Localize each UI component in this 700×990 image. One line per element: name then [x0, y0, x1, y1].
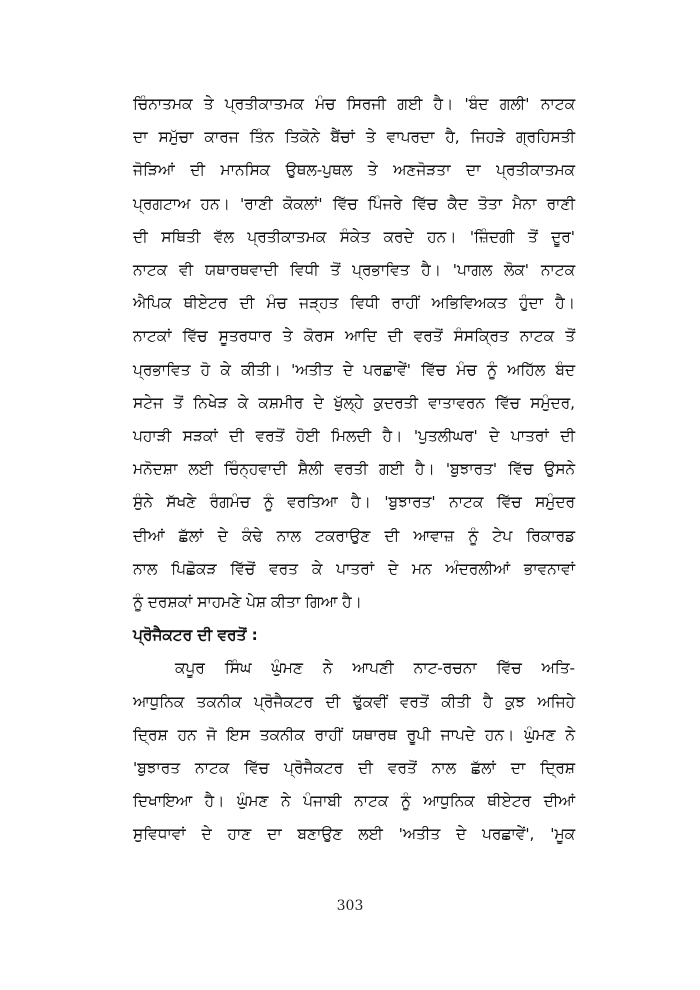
- text-line: ਚਿੰਨਾਤਮਕ ਤੇ ਪ੍ਰਤੀਕਾਤਮਕ ਮੰਚ ਸਿਰਜੀ ਗਈ ਹੈ। 'ਬੰਦ ਗਲੀ' ਨਾਟਕ: [133, 95, 575, 113]
- text-line: ਨਾਟਕਾਂ ਵਿੱਚ ਸੂਤਰਧਾਰ ਤੇ ਕੋਰਸ ਆਦਿ ਦੀ ਵਰਤੋਂ ਸੰਸਕ੍ਰਿਤ ਨਾਟਕ ਤੋਂ: [133, 327, 575, 346]
- text-line: ਮਨੋਦਸ਼ਾ ਲਈ ਚਿੰਨ੍ਹਵਾਦੀ ਸ਼ੈਲੀ ਵਰਤੀ ਗਈ ਹੈ। 'ਬੁਝਾਰਤ' ਵਿੱਚ ਉਸਨੇ: [133, 460, 575, 479]
- text-line: ਕਪੂਰ ਸਿੰਘ ਘੁੰਮਣ ਨੇ ਆਪਣੀ ਨਾਟ-ਰਚਨਾ ਵਿੱਚ ਅਤਿ-: [175, 659, 575, 678]
- text-line: ਦਿਖਾਇਆ ਹੈ। ਘੁੰਮਣ ਨੇ ਪੰਜਾਬੀ ਨਾਟਕ ਨੂੰ ਆਧੁਨਿਕ ਥੀਏਟਰ ਦੀਆਂ: [133, 792, 575, 811]
- text-line: ਆਧੁਨਿਕ ਤਕਨੀਕ ਪ੍ਰੋਜੈਕਟਰ ਦੀ ਢੁੱਕਵੀਂ ਵਰਤੋਂ ਕੀਤੀ ਹੈ ਕੁਝ ਅਜਿਹੇ: [133, 692, 575, 711]
- section-heading: ਪ੍ਰੋਜੈਕਟਰ ਦੀ ਵਰਤੋਂ :: [133, 626, 258, 645]
- page-number: 303: [336, 898, 364, 914]
- body-text: [133, 88, 575, 852]
- text-line: ਨਾਟਕ ਵੀ ਯਥਾਰਥਵਾਦੀ ਵਿਧੀ ਤੋਂ ਪ੍ਰਭਾਵਿਤ ਹੈ। 'ਪਾਗਲ ਲੋਕ' ਨਾਟਕ: [133, 261, 575, 280]
- text-line: ਪ੍ਰਭਾਵਿਤ ਹੋ ਕੇ ਕੀਤੀ। 'ਅਤੀਤ ਦੇ ਪਰਛਾਵੇਂ' ਵਿੱਚ ਮੰਚ ਨੂੰ ਅਹਿੱਲ ਬੰਦ: [133, 360, 575, 379]
- text-line: ਨਾਲ ਪਿਛੋਕੜ ਵਿੱਚੋਂ ਵਰਤ ਕੇ ਪਾਤਰਾਂ ਦੇ ਮਨ ਅੰਦਰਲੀਆਂ ਭਾਵਨਾਵਾਂ: [133, 559, 575, 578]
- text-line: ਦ੍ਰਿਸ਼ ਹਨ ਜੋ ਇਸ ਤਕਨੀਕ ਰਾਹੀਂ ਯਥਾਰਥ ਰੂਪੀ ਜਾਪਦੇ ਹਨ। ਘੁੰਮਣ ਨੇ: [133, 725, 575, 744]
- text-line: ਨੂੰ ਦਰਸ਼ਕਾਂ ਸਾਹਮਣੇ ਪੇਸ਼ ਕੀਤਾ ਗਿਆ ਹੈ।: [133, 593, 362, 612]
- text-line: ਦੀ ਸਥਿਤੀ ਵੱਲ ਪ੍ਰਤੀਕਾਤਮਕ ਸੰਕੇਤ ਕਰਦੇ ਹਨ। 'ਜ਼ਿੰਦਗੀ ਤੋਂ ਦੂਰ': [133, 227, 575, 246]
- text-line: ਪ੍ਰਗਟਾਅ ਹਨ। 'ਰਾਣੀ ਕੋਕਲਾਂ' ਵਿੱਚ ਪਿੰਜਰੇ ਵਿੱਚ ਕੈਦ ਤੋਤਾ ਮੈਨਾ ਰਾਣੀ: [133, 194, 575, 213]
- text-line: ਦੀਆਂ ਛੱਲਾਂ ਦੇ ਕੰਢੇ ਨਾਲ ਟਕਰਾਉਣ ਦੀ ਆਵਾਜ਼ ਨੂੰ ਟੇਪ ਰਿਕਾਰਡ: [133, 526, 575, 545]
- text-line: ਜੋੜਿਆਂ ਦੀ ਮਾਨਸਿਕ ਉਥਲ-ਪੁਥਲ ਤੇ ਅਣਜੋੜਤਾ ਦਾ ਪ੍ਰਤੀਕਾਤਮਕ: [133, 161, 575, 180]
- text-line: ਦਾ ਸਮੁੱਚਾ ਕਾਰਜ ਤਿੰਨ ਤਿਕੋਨੇ ਬੈਂਚਾਂ ਤੇ ਵਾਪਰਦਾ ਹੈ, ਜਿਹੜੇ ਗ੍ਰਹਿਸਤੀ: [133, 128, 575, 147]
- text-line: ਸਟੇਜ ਤੋਂ ਨਿਖੇੜ ਕੇ ਕਸ਼ਮੀਰ ਦੇ ਖੁੱਲ੍ਹੇ ਕੁਦਰਤੀ ਵਾਤਾਵਰਨ ਵਿੱਚ ਸਮੁੰਦਰ,: [133, 393, 575, 412]
- text-line: ਪਹਾੜੀ ਸੜਕਾਂ ਦੀ ਵਰਤੋਂ ਹੋਈ ਮਿਲਦੀ ਹੈ। 'ਪੁਤਲੀਘਰ' ਦੇ ਪਾਤਰਾਂ ਦੀ: [133, 427, 575, 446]
- text-line: ਸੁੰਨੇ ਸੱਖਣੇ ਰੰਗਮੰਚ ਨੂੰ ਵਰਤਿਆ ਹੈ। 'ਬੁਝਾਰਤ' ਨਾਟਕ ਵਿੱਚ ਸਮੁੰਦਰ: [133, 493, 575, 512]
- text-line: ਸੁਵਿਧਾਵਾਂ ਦੇ ਹਾਣ ਦਾ ਬਣਾਉਣ ਲਈ 'ਅਤੀਤ ਦੇ ਪਰਛਾਵੇਂ', 'ਮੂਕ: [133, 825, 575, 844]
- text-line: 'ਬੁਝਾਰਤ ਨਾਟਕ ਵਿੱਚ ਪ੍ਰੋਜੈਕਟਰ ਦੀ ਵਰਤੋਂ ਨਾਲ ਛੱਲਾਂ ਦਾ ਦ੍ਰਿਸ਼: [133, 759, 575, 778]
- text-line: ਐਪਿਕ ਥੀਏਟਰ ਦੀ ਮੰਚ ਜੜ੍ਹਤ ਵਿਧੀ ਰਾਹੀਂ ਅਭਿਵਿਅਕਤ ਹੁੰਦਾ ਹੈ।: [133, 294, 575, 313]
